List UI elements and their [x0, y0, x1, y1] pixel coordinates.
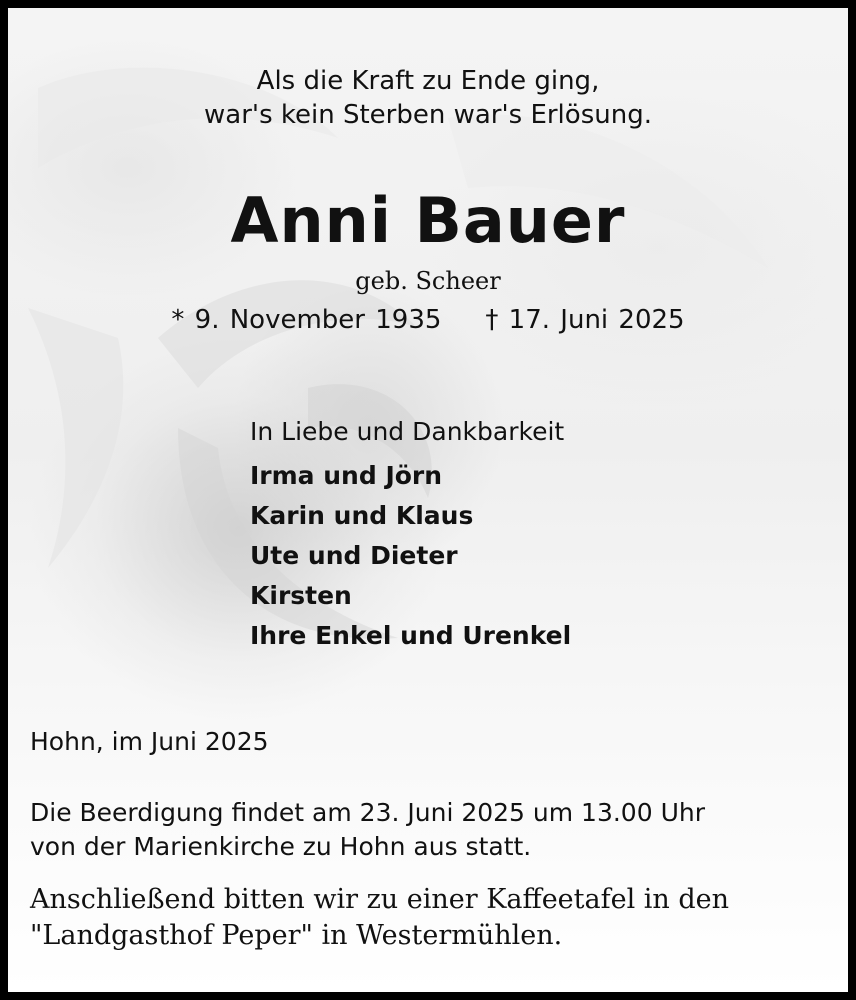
deceased-name: Anni Bauer [230, 184, 626, 257]
reception-info-line-2: "Landgasthof Peper" in Westermühlen. [30, 920, 563, 951]
maiden-name: geb. Scheer [355, 267, 501, 295]
birth-date: * 9. November 1935 [171, 305, 442, 335]
mourner-name: Irma und Jörn [250, 461, 443, 490]
mourners-list [250, 456, 571, 656]
funeral-info-line-2: von der Marienkirche zu Hohn aus statt. [30, 832, 532, 861]
mourner-name: Ute und Dieter [250, 541, 458, 570]
motto-line-1: Als die Kraft zu Ende ging, [256, 66, 600, 96]
motto-line-2: war's kein Sterben war's Erlösung. [204, 100, 652, 130]
mourner-name: Karin und Klaus [250, 501, 474, 530]
mourners-intro: In Liebe und Dankbarkeit [250, 417, 565, 446]
mourner-name: Ihre Enkel und Urenkel [250, 621, 572, 650]
place-and-date: Hohn, im Juni 2025 [30, 727, 269, 756]
life-dates [8, 304, 848, 336]
funeral-info-line-1: Die Beerdigung findet am 23. Juni 2025 um 13.00 Uhr [30, 798, 705, 827]
reception-info-line-1: Anschließend bitten wir zu einer Kaffeetafel in den [30, 884, 730, 915]
death-date: † 17. Juni 2025 [485, 305, 685, 335]
mourner-name: Kirsten [250, 581, 352, 610]
